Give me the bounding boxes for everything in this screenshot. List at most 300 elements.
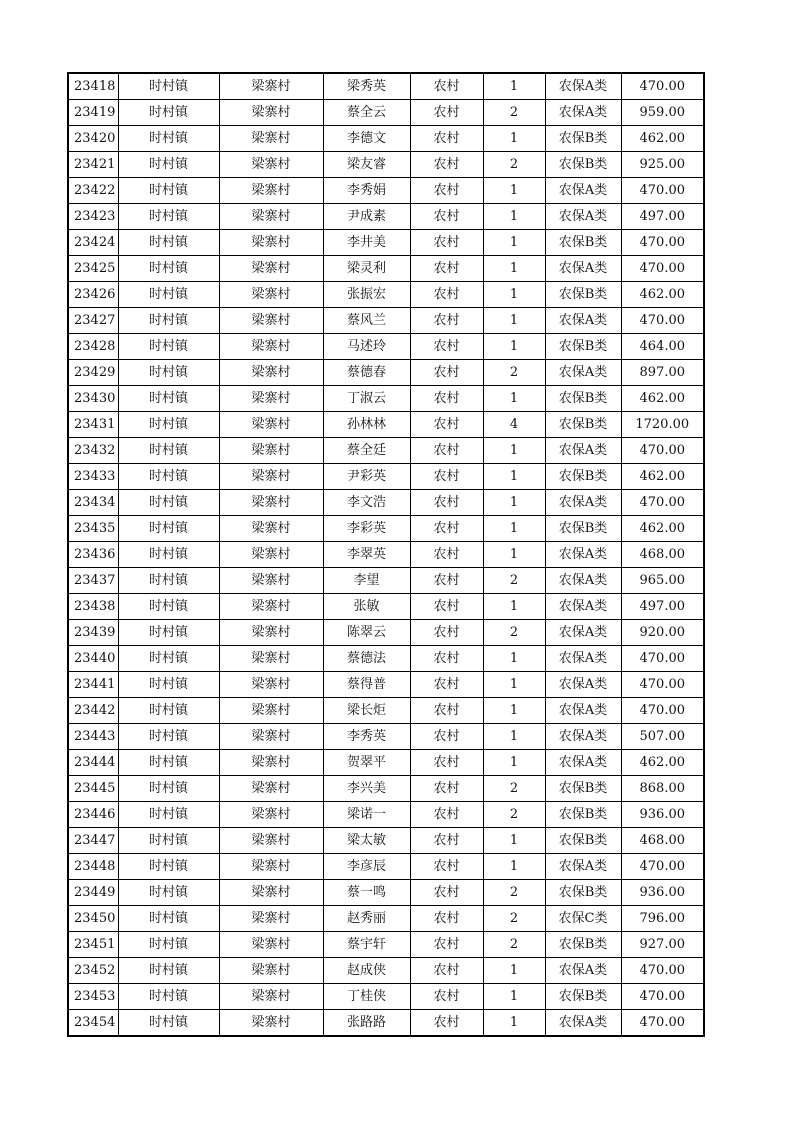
- town-cell: 时村镇: [118, 178, 219, 204]
- serial-number-cell: 23438: [68, 594, 118, 620]
- serial-number-cell: 23440: [68, 646, 118, 672]
- area-type-cell: 农村: [410, 672, 483, 698]
- insurance-category-cell: 农保B类: [545, 282, 621, 308]
- insurance-category-cell: 农保A类: [545, 308, 621, 334]
- name-cell: 蔡一鸣: [323, 880, 410, 906]
- insurance-category-cell: 农保A类: [545, 73, 621, 100]
- area-type-cell: 农村: [410, 932, 483, 958]
- household-count-cell: 2: [483, 152, 545, 178]
- household-count-cell: 1: [483, 230, 545, 256]
- insurance-category-cell: 农保B类: [545, 126, 621, 152]
- table-row: [68, 73, 704, 100]
- table-row: [68, 126, 704, 152]
- village-cell: 梁寨村: [219, 490, 323, 516]
- serial-number-cell: 23443: [68, 724, 118, 750]
- household-count-cell: 1: [483, 724, 545, 750]
- insurance-category-cell: 农保A类: [545, 620, 621, 646]
- table-row: [68, 828, 704, 854]
- table-row: [68, 750, 704, 776]
- household-count-cell: 1: [483, 828, 545, 854]
- area-type-cell: 农村: [410, 100, 483, 126]
- town-cell: 时村镇: [118, 204, 219, 230]
- table-row: [68, 386, 704, 412]
- household-count-cell: 1: [483, 984, 545, 1010]
- table-row: [68, 932, 704, 958]
- household-count-cell: 1: [483, 438, 545, 464]
- table-row: [68, 698, 704, 724]
- town-cell: 时村镇: [118, 360, 219, 386]
- serial-number-cell: 23426: [68, 282, 118, 308]
- area-type-cell: 农村: [410, 256, 483, 282]
- village-cell: 梁寨村: [219, 672, 323, 698]
- recipient-table: [67, 72, 705, 1037]
- insurance-category-cell: 农保A类: [545, 698, 621, 724]
- town-cell: 时村镇: [118, 542, 219, 568]
- serial-number-cell: 23450: [68, 906, 118, 932]
- town-cell: 时村镇: [118, 230, 219, 256]
- town-cell: 时村镇: [118, 256, 219, 282]
- village-cell: 梁寨村: [219, 750, 323, 776]
- table-row: [68, 880, 704, 906]
- insurance-category-cell: 农保A类: [545, 1010, 621, 1037]
- serial-number-cell: 23447: [68, 828, 118, 854]
- village-cell: 梁寨村: [219, 386, 323, 412]
- insurance-category-cell: 农保A类: [545, 750, 621, 776]
- insurance-category-cell: 农保A类: [545, 178, 621, 204]
- area-type-cell: 农村: [410, 282, 483, 308]
- name-cell: 蔡风兰: [323, 308, 410, 334]
- insurance-category-cell: 农保B类: [545, 880, 621, 906]
- household-count-cell: 1: [483, 256, 545, 282]
- table-row: [68, 282, 704, 308]
- town-cell: 时村镇: [118, 568, 219, 594]
- household-count-cell: 1: [483, 178, 545, 204]
- insurance-category-cell: 农保A类: [545, 854, 621, 880]
- amount-cell: 470.00: [621, 490, 704, 516]
- area-type-cell: 农村: [410, 620, 483, 646]
- amount-cell: 507.00: [621, 724, 704, 750]
- village-cell: 梁寨村: [219, 412, 323, 438]
- area-type-cell: 农村: [410, 178, 483, 204]
- amount-cell: 470.00: [621, 73, 704, 100]
- name-cell: 梁长炬: [323, 698, 410, 724]
- village-cell: 梁寨村: [219, 1010, 323, 1037]
- area-type-cell: 农村: [410, 334, 483, 360]
- area-type-cell: 农村: [410, 490, 483, 516]
- amount-cell: 925.00: [621, 152, 704, 178]
- name-cell: 尹成素: [323, 204, 410, 230]
- amount-cell: 470.00: [621, 698, 704, 724]
- amount-cell: 462.00: [621, 386, 704, 412]
- table-row: [68, 724, 704, 750]
- household-count-cell: 2: [483, 568, 545, 594]
- amount-cell: 936.00: [621, 802, 704, 828]
- insurance-category-cell: 农保A类: [545, 568, 621, 594]
- name-cell: 赵秀丽: [323, 906, 410, 932]
- household-count-cell: 1: [483, 1010, 545, 1037]
- household-count-cell: 1: [483, 204, 545, 230]
- insurance-category-cell: 农保A类: [545, 646, 621, 672]
- name-cell: 梁秀英: [323, 73, 410, 100]
- table-row: [68, 958, 704, 984]
- town-cell: 时村镇: [118, 152, 219, 178]
- area-type-cell: 农村: [410, 776, 483, 802]
- town-cell: 时村镇: [118, 776, 219, 802]
- village-cell: 梁寨村: [219, 516, 323, 542]
- village-cell: 梁寨村: [219, 646, 323, 672]
- area-type-cell: 农村: [410, 750, 483, 776]
- insurance-category-cell: 农保B类: [545, 412, 621, 438]
- town-cell: 时村镇: [118, 906, 219, 932]
- name-cell: 李井美: [323, 230, 410, 256]
- serial-number-cell: 23445: [68, 776, 118, 802]
- town-cell: 时村镇: [118, 828, 219, 854]
- serial-number-cell: 23422: [68, 178, 118, 204]
- village-cell: 梁寨村: [219, 594, 323, 620]
- insurance-category-cell: 农保B类: [545, 334, 621, 360]
- household-count-cell: 2: [483, 360, 545, 386]
- village-cell: 梁寨村: [219, 256, 323, 282]
- amount-cell: 462.00: [621, 750, 704, 776]
- town-cell: 时村镇: [118, 646, 219, 672]
- table-row: [68, 516, 704, 542]
- household-count-cell: 1: [483, 73, 545, 100]
- village-cell: 梁寨村: [219, 932, 323, 958]
- village-cell: 梁寨村: [219, 802, 323, 828]
- household-count-cell: 1: [483, 594, 545, 620]
- household-count-cell: 1: [483, 334, 545, 360]
- insurance-category-cell: 农保A类: [545, 438, 621, 464]
- table-row: [68, 178, 704, 204]
- name-cell: 梁太敏: [323, 828, 410, 854]
- name-cell: 蔡全云: [323, 100, 410, 126]
- insurance-category-cell: 农保A类: [545, 542, 621, 568]
- area-type-cell: 农村: [410, 802, 483, 828]
- insurance-category-cell: 农保B类: [545, 984, 621, 1010]
- insurance-category-cell: 农保B类: [545, 386, 621, 412]
- town-cell: 时村镇: [118, 750, 219, 776]
- town-cell: 时村镇: [118, 126, 219, 152]
- insurance-category-cell: 农保A类: [545, 672, 621, 698]
- village-cell: 梁寨村: [219, 828, 323, 854]
- area-type-cell: 农村: [410, 152, 483, 178]
- household-count-cell: 1: [483, 750, 545, 776]
- serial-number-cell: 23423: [68, 204, 118, 230]
- amount-cell: 920.00: [621, 620, 704, 646]
- village-cell: 梁寨村: [219, 698, 323, 724]
- name-cell: 李彩英: [323, 516, 410, 542]
- amount-cell: 470.00: [621, 672, 704, 698]
- table-row: [68, 152, 704, 178]
- village-cell: 梁寨村: [219, 73, 323, 100]
- insurance-category-cell: 农保A类: [545, 594, 621, 620]
- serial-number-cell: 23439: [68, 620, 118, 646]
- amount-cell: 470.00: [621, 1010, 704, 1037]
- village-cell: 梁寨村: [219, 360, 323, 386]
- serial-number-cell: 23448: [68, 854, 118, 880]
- area-type-cell: 农村: [410, 646, 483, 672]
- table-row: [68, 776, 704, 802]
- serial-number-cell: 23446: [68, 802, 118, 828]
- household-count-cell: 2: [483, 620, 545, 646]
- table-row: [68, 438, 704, 464]
- amount-cell: 470.00: [621, 438, 704, 464]
- town-cell: 时村镇: [118, 672, 219, 698]
- household-count-cell: 1: [483, 516, 545, 542]
- household-count-cell: 2: [483, 802, 545, 828]
- name-cell: 陈翠云: [323, 620, 410, 646]
- table-row: [68, 100, 704, 126]
- serial-number-cell: 23453: [68, 984, 118, 1010]
- amount-cell: 462.00: [621, 282, 704, 308]
- area-type-cell: 农村: [410, 73, 483, 100]
- area-type-cell: 农村: [410, 854, 483, 880]
- serial-number-cell: 23432: [68, 438, 118, 464]
- name-cell: 李翠英: [323, 542, 410, 568]
- serial-number-cell: 23430: [68, 386, 118, 412]
- table-row: [68, 230, 704, 256]
- table-row: [68, 308, 704, 334]
- village-cell: 梁寨村: [219, 308, 323, 334]
- area-type-cell: 农村: [410, 568, 483, 594]
- area-type-cell: 农村: [410, 438, 483, 464]
- household-count-cell: 4: [483, 412, 545, 438]
- table-row: [68, 464, 704, 490]
- insurance-category-cell: 农保A类: [545, 204, 621, 230]
- amount-cell: 1720.00: [621, 412, 704, 438]
- name-cell: 李兴美: [323, 776, 410, 802]
- amount-cell: 959.00: [621, 100, 704, 126]
- table-row: [68, 620, 704, 646]
- name-cell: 张振宏: [323, 282, 410, 308]
- amount-cell: 927.00: [621, 932, 704, 958]
- amount-cell: 470.00: [621, 984, 704, 1010]
- insurance-category-cell: 农保B类: [545, 802, 621, 828]
- area-type-cell: 农村: [410, 984, 483, 1010]
- area-type-cell: 农村: [410, 906, 483, 932]
- town-cell: 时村镇: [118, 73, 219, 100]
- serial-number-cell: 23451: [68, 932, 118, 958]
- insurance-category-cell: 农保B类: [545, 932, 621, 958]
- insurance-category-cell: 农保A类: [545, 100, 621, 126]
- serial-number-cell: 23436: [68, 542, 118, 568]
- serial-number-cell: 23419: [68, 100, 118, 126]
- table-row: [68, 906, 704, 932]
- name-cell: 孙林林: [323, 412, 410, 438]
- table-row: [68, 854, 704, 880]
- insurance-category-cell: 农保A类: [545, 360, 621, 386]
- name-cell: 贺翠平: [323, 750, 410, 776]
- town-cell: 时村镇: [118, 100, 219, 126]
- town-cell: 时村镇: [118, 984, 219, 1010]
- serial-number-cell: 23434: [68, 490, 118, 516]
- household-count-cell: 1: [483, 386, 545, 412]
- household-count-cell: 2: [483, 932, 545, 958]
- household-count-cell: 1: [483, 490, 545, 516]
- village-cell: 梁寨村: [219, 958, 323, 984]
- insurance-category-cell: 农保B类: [545, 828, 621, 854]
- town-cell: 时村镇: [118, 490, 219, 516]
- serial-number-cell: 23454: [68, 1010, 118, 1037]
- insurance-category-cell: 农保A类: [545, 256, 621, 282]
- serial-number-cell: 23441: [68, 672, 118, 698]
- household-count-cell: 2: [483, 906, 545, 932]
- table-row: [68, 672, 704, 698]
- name-cell: 丁桂侠: [323, 984, 410, 1010]
- serial-number-cell: 23428: [68, 334, 118, 360]
- insurance-category-cell: 农保B类: [545, 464, 621, 490]
- household-count-cell: 1: [483, 958, 545, 984]
- village-cell: 梁寨村: [219, 178, 323, 204]
- town-cell: 时村镇: [118, 958, 219, 984]
- serial-number-cell: 23421: [68, 152, 118, 178]
- name-cell: 丁淑云: [323, 386, 410, 412]
- serial-number-cell: 23435: [68, 516, 118, 542]
- village-cell: 梁寨村: [219, 126, 323, 152]
- village-cell: 梁寨村: [219, 204, 323, 230]
- table-row: [68, 334, 704, 360]
- name-cell: 蔡宇轩: [323, 932, 410, 958]
- serial-number-cell: 23420: [68, 126, 118, 152]
- table-row: [68, 984, 704, 1010]
- table-row: [68, 204, 704, 230]
- town-cell: 时村镇: [118, 802, 219, 828]
- town-cell: 时村镇: [118, 334, 219, 360]
- town-cell: 时村镇: [118, 386, 219, 412]
- village-cell: 梁寨村: [219, 906, 323, 932]
- village-cell: 梁寨村: [219, 724, 323, 750]
- name-cell: 蔡德法: [323, 646, 410, 672]
- table-row: [68, 542, 704, 568]
- table-body: [68, 73, 704, 1036]
- amount-cell: 470.00: [621, 646, 704, 672]
- name-cell: 李文浩: [323, 490, 410, 516]
- name-cell: 李彦辰: [323, 854, 410, 880]
- area-type-cell: 农村: [410, 828, 483, 854]
- amount-cell: 470.00: [621, 958, 704, 984]
- serial-number-cell: 23433: [68, 464, 118, 490]
- table-row: [68, 490, 704, 516]
- household-count-cell: 2: [483, 880, 545, 906]
- insurance-category-cell: 农保B类: [545, 516, 621, 542]
- amount-cell: 462.00: [621, 126, 704, 152]
- serial-number-cell: 23442: [68, 698, 118, 724]
- area-type-cell: 农村: [410, 360, 483, 386]
- household-count-cell: 2: [483, 100, 545, 126]
- household-count-cell: 1: [483, 854, 545, 880]
- amount-cell: 796.00: [621, 906, 704, 932]
- town-cell: 时村镇: [118, 594, 219, 620]
- name-cell: 梁灵利: [323, 256, 410, 282]
- village-cell: 梁寨村: [219, 152, 323, 178]
- town-cell: 时村镇: [118, 516, 219, 542]
- area-type-cell: 农村: [410, 386, 483, 412]
- area-type-cell: 农村: [410, 516, 483, 542]
- town-cell: 时村镇: [118, 932, 219, 958]
- name-cell: 蔡全廷: [323, 438, 410, 464]
- name-cell: 蔡德春: [323, 360, 410, 386]
- table-row: [68, 568, 704, 594]
- area-type-cell: 农村: [410, 308, 483, 334]
- area-type-cell: 农村: [410, 1010, 483, 1037]
- amount-cell: 497.00: [621, 594, 704, 620]
- amount-cell: 470.00: [621, 178, 704, 204]
- insurance-category-cell: 农保B类: [545, 152, 621, 178]
- amount-cell: 470.00: [621, 256, 704, 282]
- village-cell: 梁寨村: [219, 620, 323, 646]
- table-row: [68, 256, 704, 282]
- insurance-category-cell: 农保A类: [545, 724, 621, 750]
- table-row: [68, 646, 704, 672]
- village-cell: 梁寨村: [219, 542, 323, 568]
- household-count-cell: 1: [483, 672, 545, 698]
- serial-number-cell: 23437: [68, 568, 118, 594]
- table-row: [68, 412, 704, 438]
- serial-number-cell: 23431: [68, 412, 118, 438]
- amount-cell: 462.00: [621, 464, 704, 490]
- household-count-cell: 1: [483, 646, 545, 672]
- name-cell: 尹彩英: [323, 464, 410, 490]
- serial-number-cell: 23449: [68, 880, 118, 906]
- town-cell: 时村镇: [118, 854, 219, 880]
- area-type-cell: 农村: [410, 230, 483, 256]
- name-cell: 马述玲: [323, 334, 410, 360]
- town-cell: 时村镇: [118, 880, 219, 906]
- amount-cell: 470.00: [621, 854, 704, 880]
- serial-number-cell: 23418: [68, 73, 118, 100]
- name-cell: 蔡得普: [323, 672, 410, 698]
- insurance-category-cell: 农保C类: [545, 906, 621, 932]
- village-cell: 梁寨村: [219, 568, 323, 594]
- name-cell: 张敏: [323, 594, 410, 620]
- household-count-cell: 1: [483, 308, 545, 334]
- town-cell: 时村镇: [118, 698, 219, 724]
- household-count-cell: 1: [483, 542, 545, 568]
- name-cell: 赵成侠: [323, 958, 410, 984]
- insurance-category-cell: 农保A类: [545, 958, 621, 984]
- town-cell: 时村镇: [118, 620, 219, 646]
- area-type-cell: 农村: [410, 412, 483, 438]
- table-row: [68, 1010, 704, 1037]
- amount-cell: 868.00: [621, 776, 704, 802]
- name-cell: 张路路: [323, 1010, 410, 1037]
- area-type-cell: 农村: [410, 204, 483, 230]
- area-type-cell: 农村: [410, 698, 483, 724]
- town-cell: 时村镇: [118, 464, 219, 490]
- area-type-cell: 农村: [410, 958, 483, 984]
- table-row: [68, 594, 704, 620]
- area-type-cell: 农村: [410, 126, 483, 152]
- amount-cell: 468.00: [621, 542, 704, 568]
- serial-number-cell: 23444: [68, 750, 118, 776]
- town-cell: 时村镇: [118, 438, 219, 464]
- village-cell: 梁寨村: [219, 230, 323, 256]
- village-cell: 梁寨村: [219, 854, 323, 880]
- household-count-cell: 1: [483, 464, 545, 490]
- name-cell: 梁友睿: [323, 152, 410, 178]
- insurance-category-cell: 农保B类: [545, 230, 621, 256]
- name-cell: 李秀英: [323, 724, 410, 750]
- amount-cell: 470.00: [621, 308, 704, 334]
- insurance-category-cell: 农保A类: [545, 490, 621, 516]
- area-type-cell: 农村: [410, 542, 483, 568]
- area-type-cell: 农村: [410, 464, 483, 490]
- household-count-cell: 1: [483, 282, 545, 308]
- household-count-cell: 2: [483, 776, 545, 802]
- area-type-cell: 农村: [410, 594, 483, 620]
- village-cell: 梁寨村: [219, 334, 323, 360]
- serial-number-cell: 23424: [68, 230, 118, 256]
